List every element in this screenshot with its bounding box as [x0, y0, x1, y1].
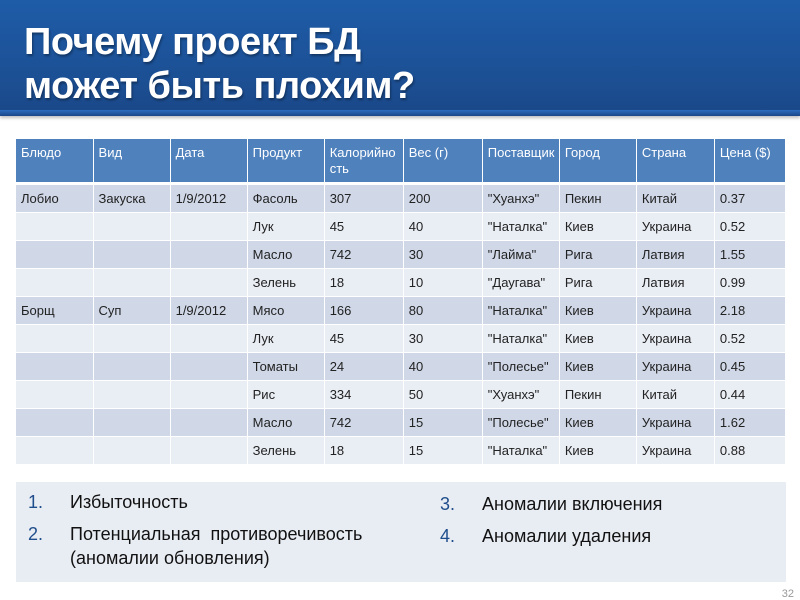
cell-calories: 18 [324, 269, 403, 297]
table-row [16, 325, 786, 353]
cell-product: Зелень [247, 269, 324, 297]
cell-country: Украина [636, 353, 714, 381]
cell-calories: 307 [324, 184, 403, 213]
cell-city: Киев [559, 325, 636, 353]
table-header-row [16, 139, 786, 184]
list-item [28, 524, 428, 574]
cell-type [93, 409, 170, 437]
cell-country: Украина [636, 325, 714, 353]
list-number: 3. [440, 494, 456, 514]
table-row [16, 269, 786, 297]
list-text: Аномалии удаления [482, 526, 652, 546]
cell-dish [16, 409, 93, 437]
cell-type [93, 269, 170, 297]
cell-city: Киев [559, 213, 636, 241]
cell-price: 0.99 [714, 269, 785, 297]
cell-product: Томаты [247, 353, 324, 381]
cell-city: Рига [559, 241, 636, 269]
cell-supplier: "Даугава" [482, 269, 559, 297]
list-text-continued: (аномалии обновления) [70, 548, 270, 568]
cell-weight: 40 [403, 213, 482, 241]
table-row [16, 353, 786, 381]
cell-weight: 15 [403, 437, 482, 465]
header-price: Цена ($) [714, 139, 785, 184]
cell-weight: 10 [403, 269, 482, 297]
cell-price: 2.18 [714, 297, 785, 325]
list-number: 2. [28, 524, 44, 544]
cell-country: Украина [636, 297, 714, 325]
cell-dish [16, 213, 93, 241]
cell-calories: 18 [324, 437, 403, 465]
cell-type: Закуска [93, 184, 170, 213]
table-row [16, 184, 786, 213]
list-item [28, 492, 428, 518]
cell-date [170, 409, 247, 437]
cell-calories: 45 [324, 213, 403, 241]
cell-date: 1/9/2012 [170, 297, 247, 325]
header-country: Страна [636, 139, 714, 184]
cell-type [93, 213, 170, 241]
cell-date [170, 213, 247, 241]
cell-type [93, 437, 170, 465]
cell-price: 0.37 [714, 184, 785, 213]
header-type: Вид [93, 139, 170, 184]
cell-weight: 40 [403, 353, 482, 381]
cell-calories: 166 [324, 297, 403, 325]
cell-supplier: "Полесье" [482, 409, 559, 437]
cell-product: Зелень [247, 437, 324, 465]
cell-city: Киев [559, 297, 636, 325]
cell-product: Масло [247, 409, 324, 437]
list-item [440, 526, 760, 552]
cell-price: 1.62 [714, 409, 785, 437]
slide-title-line-1: Почему проект БД [24, 21, 361, 63]
cell-weight: 30 [403, 325, 482, 353]
cell-supplier: "Хуанхэ" [482, 184, 559, 213]
cell-dish: Борщ [16, 297, 93, 325]
cell-dish [16, 353, 93, 381]
cell-calories: 742 [324, 409, 403, 437]
cell-supplier: "Наталка" [482, 437, 559, 465]
header-weight: Вес (г) [403, 139, 482, 184]
cell-date: 1/9/2012 [170, 184, 247, 213]
cell-country: Китай [636, 184, 714, 213]
header-supplier: Поставщик [482, 139, 559, 184]
cell-country: Украина [636, 213, 714, 241]
cell-date [170, 353, 247, 381]
cell-supplier: "Наталка" [482, 213, 559, 241]
slide-title-line-2: может быть плохим? [24, 65, 415, 107]
cell-type [93, 325, 170, 353]
list-item [440, 494, 760, 520]
cell-type [93, 241, 170, 269]
cell-city: Киев [559, 353, 636, 381]
cell-dish [16, 241, 93, 269]
table-body [16, 184, 786, 465]
cell-city: Киев [559, 437, 636, 465]
cell-dish [16, 381, 93, 409]
cell-weight: 80 [403, 297, 482, 325]
cell-type [93, 381, 170, 409]
header-calories: Калорийно сть [324, 139, 403, 184]
cell-price: 1.55 [714, 241, 785, 269]
page-number: 32 [781, 588, 794, 600]
cell-country: Украина [636, 409, 714, 437]
header-date: Дата [170, 139, 247, 184]
table-row [16, 437, 786, 465]
data-table [16, 139, 786, 465]
cell-calories: 334 [324, 381, 403, 409]
cell-weight: 15 [403, 409, 482, 437]
slide-title [24, 20, 764, 108]
cell-dish [16, 325, 93, 353]
list-number: 1. [28, 492, 44, 512]
cell-calories: 742 [324, 241, 403, 269]
cell-price: 0.52 [714, 213, 785, 241]
cell-city: Пекин [559, 184, 636, 213]
cell-price: 0.88 [714, 437, 785, 465]
cell-product: Рис [247, 381, 324, 409]
cell-country: Латвия [636, 269, 714, 297]
list-number: 4. [440, 526, 456, 546]
cell-price: 0.45 [714, 353, 785, 381]
cell-weight: 50 [403, 381, 482, 409]
cell-supplier: "Хуанхэ" [482, 381, 559, 409]
cell-product: Фасоль [247, 184, 324, 213]
cell-dish [16, 437, 93, 465]
cell-date [170, 325, 247, 353]
header-dish: Блюдо [16, 139, 93, 184]
cell-calories: 45 [324, 325, 403, 353]
cell-city: Рига [559, 269, 636, 297]
table-row [16, 241, 786, 269]
cell-supplier: "Наталка" [482, 325, 559, 353]
cell-product: Мясо [247, 297, 324, 325]
cell-dish: Лобио [16, 184, 93, 213]
cell-dish [16, 269, 93, 297]
cell-calories: 24 [324, 353, 403, 381]
table-row [16, 381, 786, 409]
cell-supplier: "Наталка" [482, 297, 559, 325]
list-text: Потенциальная противоречивость [70, 524, 363, 544]
header-city: Город [559, 139, 636, 184]
cell-weight: 30 [403, 241, 482, 269]
title-bar [0, 0, 800, 116]
cell-weight: 200 [403, 184, 482, 213]
cell-date [170, 381, 247, 409]
cell-country: Украина [636, 437, 714, 465]
table-row [16, 213, 786, 241]
cell-price: 0.44 [714, 381, 785, 409]
cell-country: Китай [636, 381, 714, 409]
cell-supplier: "Полесье" [482, 353, 559, 381]
cell-date [170, 437, 247, 465]
cell-date [170, 241, 247, 269]
cell-city: Пекин [559, 381, 636, 409]
list-text: Избыточность [70, 492, 188, 512]
cell-city: Киев [559, 409, 636, 437]
cell-supplier: "Лайма" [482, 241, 559, 269]
header-product: Продукт [247, 139, 324, 184]
table-row [16, 297, 786, 325]
list-text: Аномалии включения [482, 494, 663, 514]
cell-country: Латвия [636, 241, 714, 269]
cell-product: Масло [247, 241, 324, 269]
cell-price: 0.52 [714, 325, 785, 353]
table-row [16, 409, 786, 437]
cell-product: Лук [247, 325, 324, 353]
cell-type [93, 353, 170, 381]
cell-product: Лук [247, 213, 324, 241]
cell-date [170, 269, 247, 297]
cell-type: Суп [93, 297, 170, 325]
